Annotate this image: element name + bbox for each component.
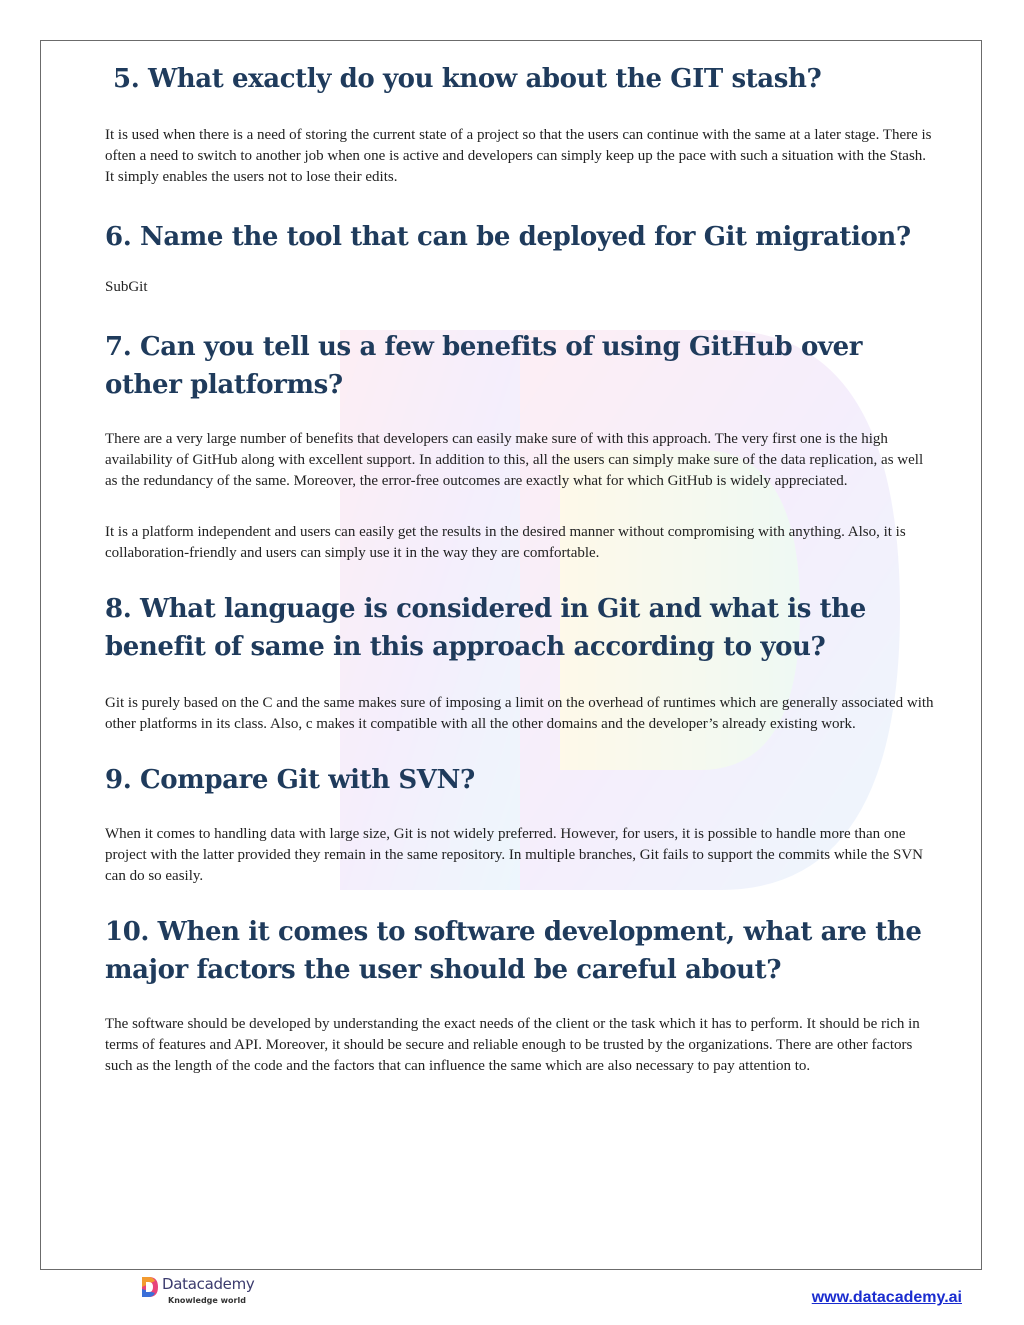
section-q6 [105,218,935,298]
answer-paragraph: When it comes to handling data with large size, Git is not widely preferred. However, for users, it is possible to handle more than one project with the latter provided they remain in the same repository. In multiple branches, Git fails to support the commits while the SVN can do so easily. [105,826,924,884]
question-heading: 10. When it comes to software development, what are the major factors the user should be careful about? [105,917,922,985]
section-q9 [105,761,935,887]
datacademy-logo[interactable] [140,1275,260,1311]
website-link[interactable]: www.datacademy.ai [811,1289,962,1306]
answer-paragraph: It is a platform independent and users can easily get the results in the desired manner without compromising with anything. Also, it is collaboration-friendly and users can simply use it in the way they are comfortable. [105,524,906,561]
section-q5 [105,60,935,188]
answer-paragraph: Git is purely based on the C and the same makes sure of imposing a limit on the overhead of runtimes which are generally associated with other platforms in its class. Also, c makes it compatible with all the other domains and the developer’s already existing work. [105,695,934,732]
section-q8 [105,590,935,735]
answer-paragraph: SubGit [105,279,148,295]
section-q7 [105,328,935,564]
question-heading: 8. What language is considered in Git and what is the benefit of same in this approach according to you? [105,594,866,662]
answer-paragraph: It is used when there is a need of storing the current state of a project so that the users can continue with the same at a later stage. There is often a need to switch to another job when one is active and developers can simply keep up the pace with such a situation with the Stash. It simply enables the users not to lose their edits. [105,127,932,185]
logo-wordmark: Datacademy [162,1275,255,1293]
answer-paragraph: There are a very large number of benefits that developers can easily make sure of with this approach. The very first one is the high availability of GitHub along with excellent support. In addition to this, all the users can simply make sure of the data replication, as well as the redundancy of the same. Moreover, the error-free outcomes are exactly what for which GitHub is widely appreciated. [105,431,924,489]
answer-paragraph: The software should be developed by understanding the exact needs of the client or the task which it has to perform. It should be rich in terms of features and API. Moreover, it should be secure and reliable enough to be trusted by the organizations. There are other factors such as the length of the code and the factors that can influence the same which are also necessary to pay attention to. [105,1016,920,1074]
question-heading: 5. What exactly do you know about the GIT stash? [113,64,822,94]
document-body [105,60,935,1077]
question-heading: 9. Compare Git with SVN? [105,765,475,795]
logo-tagline: Knowledge world [168,1296,246,1305]
question-heading: 6. Name the tool that can be deployed for Git migration? [105,222,911,252]
datacademy-d-icon [140,1275,160,1299]
section-q10 [105,913,935,1077]
question-heading: 7. Can you tell us a few benefits of using GitHub over other platforms? [105,332,863,400]
